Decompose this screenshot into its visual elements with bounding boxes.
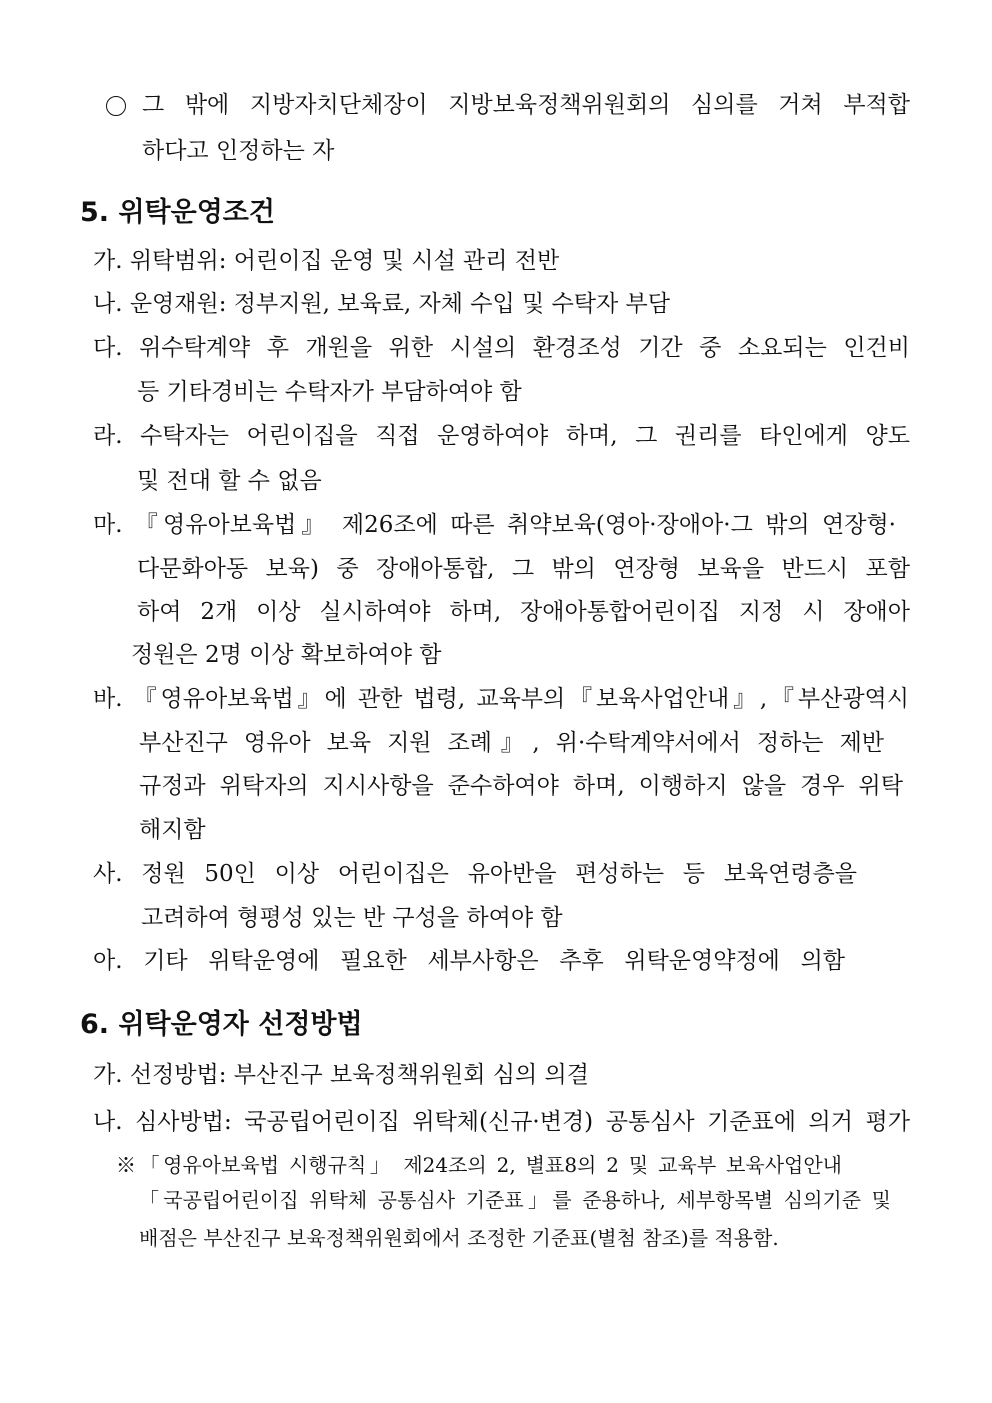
section-5-item-ma-cont-1: 다문화아동 보육) 중 장애아통합, 그 밖의 연장형 보육을 반드시 포함 <box>137 556 910 582</box>
section-5-item-sa-cont: 고려하여 형평성 있는 반 구성을 하여야 함 <box>141 905 563 931</box>
section-5-item-ga: 가. 위탁범위: 어린이집 운영 및 시설 관리 전반 <box>93 248 560 274</box>
section-6-heading: 6. 위탁운영자 선정방법 <box>80 1009 363 1040</box>
section-5-item-ba-cont-2: 규정과 위탁자의 지시사항을 준수하여야 하며, 이행하지 않을 경우 위탁 <box>139 773 903 799</box>
circle-bullet-icon <box>106 96 126 116</box>
section-5-heading: 5. 위탁운영조건 <box>80 197 275 228</box>
section-5-item-ba-cont-1: 부산진구 영유아 보육 지원 조례』, 위·수탁계약서에서 정하는 제반 <box>139 730 884 756</box>
section-6-note-line-3: 배점은 부산진구 보육정책위원회에서 조정한 기준표(별첨 참조)를 적용함. <box>139 1226 779 1250</box>
section-5-item-sa: 사. 정원 50인 이상 어린이집은 유아반을 편성하는 등 보육연령층을 <box>93 861 857 887</box>
intro-line-2: 하다고 인정하는 자 <box>142 138 335 164</box>
section-5-item-a: 아. 기타 위탁운영에 필요한 세부사항은 추후 위탁운영약정에 의함 <box>93 948 845 974</box>
section-5-item-ba: 바. 『영유아보육법』에 관한 법령, 교육부의『보육사업안내』,『부산광역시 <box>93 686 909 712</box>
section-5-item-da-cont: 등 기타경비는 수탁자가 부담하여야 함 <box>137 379 522 405</box>
section-5-item-ra-cont: 및 전대 할 수 없음 <box>137 468 322 494</box>
section-6-note-line-1: ※「영유아보육법 시행규칙」 제24조의 2, 별표8의 2 및 교육부 보육사업안내 <box>116 1153 842 1177</box>
section-6-item-ga: 가. 선정방법: 부산진구 보육정책위원회 심의 의결 <box>93 1062 589 1088</box>
section-5-item-da: 다. 위수탁계약 후 개원을 위한 시설의 환경조성 기간 중 소요되는 인건비 <box>93 335 910 361</box>
section-5-item-ma: 마. 『영유아보육법』 제26조에 따른 취약보육(영아·장애아·그 밖의 연장형· <box>93 512 896 538</box>
section-6-note-line-2: 「국공립어린이집 위탁체 공통심사 기준표」를 준용하나, 세부항목별 심의기준 및 <box>139 1188 891 1212</box>
section-5-item-ra: 라. 수탁자는 어린이집을 직접 운영하여야 하며, 그 권리를 타인에게 양도 <box>93 423 910 449</box>
section-6-item-na: 나. 심사방법: 국공립어린이집 위탁체(신규·변경) 공통심사 기준표에 의거 평가 <box>93 1109 910 1135</box>
intro-line-1: 그 밖에 지방자치단체장이 지방보육정책위원회의 심의를 거쳐 부적합 <box>142 92 910 118</box>
section-5-item-ma-cont-2: 하여 2개 이상 실시하여야 하며, 장애아통합어린이집 지정 시 장애아 <box>137 599 910 625</box>
section-5-item-na: 나. 운영재원: 정부지원, 보육료, 자체 수입 및 수탁자 부담 <box>93 291 670 317</box>
section-5-item-ma-cont-3: 정원은 2명 이상 확보하여야 함 <box>131 642 442 668</box>
section-5-item-ba-cont-3: 해지함 <box>139 817 206 843</box>
